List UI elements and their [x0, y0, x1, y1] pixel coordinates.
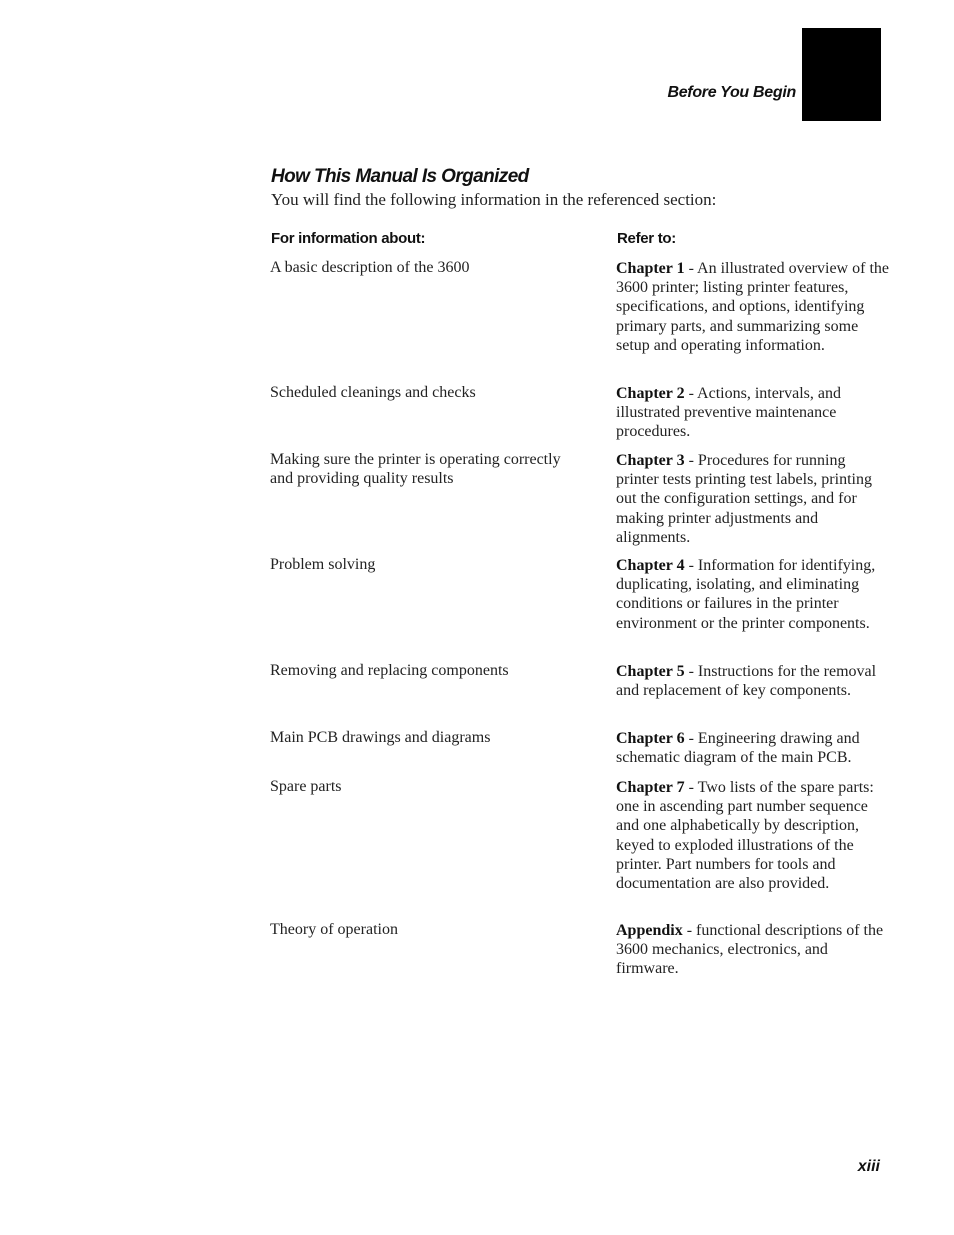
chapter-tab-marker	[802, 28, 881, 121]
row-topic: Main PCB drawings and diagrams	[270, 729, 491, 746]
row-reference	[616, 384, 890, 442]
row-topic: Removing and replacing components	[270, 662, 509, 679]
row-reference	[616, 921, 890, 979]
running-header: Before You Begin	[667, 84, 796, 101]
row-reference	[616, 778, 890, 893]
row-reference	[616, 556, 890, 633]
column-header-topic: For information about:	[271, 230, 426, 247]
chapter-description: - functional descriptions of the 3600 mechanics, electronics, and firmware.	[616, 922, 884, 978]
chapter-label: Chapter 3	[616, 452, 685, 469]
row-reference	[616, 662, 890, 700]
page-number: xiii	[857, 1158, 880, 1175]
row-topic: Theory of operation	[270, 921, 398, 938]
chapter-description: - Two lists of the spare parts: one in ascending part number sequence and one alphabetically by description, keyed to exploded illustrations of the printer. Part numbers for tools and documentation are also provided.	[616, 779, 874, 893]
chapter-description: - Actions, intervals, and illustrated preventive maintenance procedures.	[616, 385, 842, 441]
chapter-label: Appendix	[616, 922, 683, 939]
row-reference	[616, 259, 890, 355]
chapter-label: Chapter 2	[616, 385, 685, 402]
intro-text: You will find the following information in the referenced section:	[271, 190, 717, 209]
chapter-label: Chapter 6	[616, 730, 685, 747]
row-reference	[616, 451, 890, 547]
chapter-label: Chapter 5	[616, 663, 685, 680]
chapter-description: - Information for identifying, duplicating, isolating, and eliminating conditions or failures in the printer environment or the printer components.	[616, 557, 876, 632]
chapter-description: - Procedures for running printer tests printing test labels, printing out the configuration settings, and for making printer adjustments and alignments.	[616, 452, 872, 546]
row-topic: A basic description of the 3600	[270, 259, 470, 276]
chapter-label: Chapter 4	[616, 557, 685, 574]
chapter-description: - An illustrated overview of the 3600 printer; listing printer features, specifications, and options, identifying primary parts, and summarizing some setup and operating information.	[616, 260, 889, 354]
row-reference	[616, 729, 890, 767]
row-topic: Spare parts	[270, 778, 342, 795]
section-title: How This Manual Is Organized	[271, 166, 529, 187]
row-topic: Problem solving	[270, 556, 376, 573]
column-header-reference: Refer to:	[617, 230, 676, 247]
row-topic: Making sure the printer is operating correctly and providing quality results	[270, 451, 561, 488]
chapter-description: - Engineering drawing and schematic diagram of the main PCB.	[616, 730, 860, 767]
chapter-label: Chapter 1	[616, 260, 685, 277]
chapter-label: Chapter 7	[616, 779, 685, 796]
chapter-description: - Instructions for the removal and replacement of key components.	[616, 663, 877, 700]
row-topic: Scheduled cleanings and checks	[270, 384, 476, 401]
